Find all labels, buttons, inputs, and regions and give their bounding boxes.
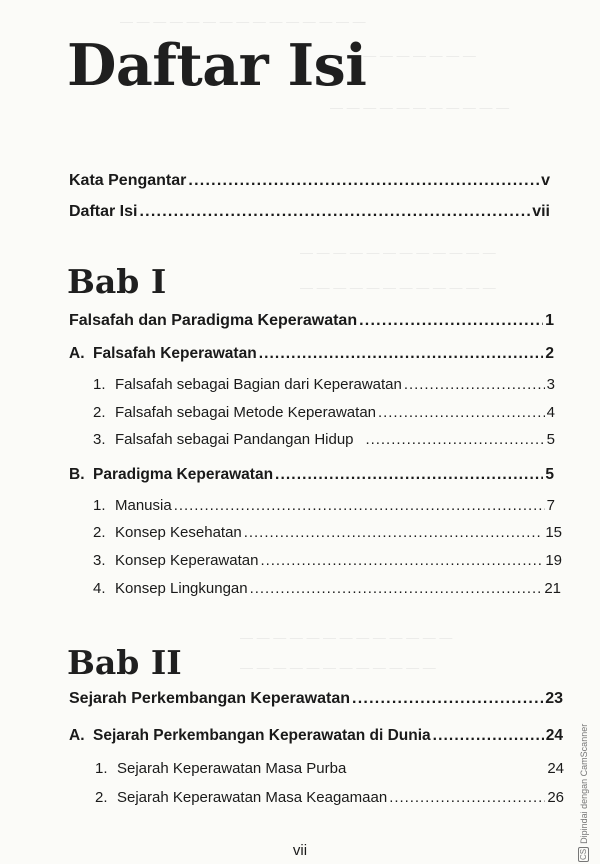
- toc-item-b4[interactable]: [93, 580, 561, 597]
- toc-entry-page: 26: [547, 789, 564, 806]
- toc-item-b2[interactable]: [93, 524, 562, 541]
- toc-entry-page: 1: [545, 312, 554, 329]
- toc-item-2a1[interactable]: [95, 760, 564, 777]
- toc-item-a3[interactable]: [93, 431, 555, 448]
- toc-entry-page: 2: [545, 345, 554, 362]
- toc-entry-kata-pengantar[interactable]: [69, 172, 550, 190]
- toc-entry-label: Konsep Keperawatan: [115, 552, 259, 569]
- chapter-heading-bab-1: Bab I: [67, 262, 167, 301]
- item-number: 2.: [93, 524, 106, 541]
- dot-leader: [244, 524, 544, 541]
- toc-entry-label: Falsafah Keperawatan: [93, 345, 257, 362]
- toc-entry-label: Sejarah Keperawatan Masa Purba: [117, 760, 347, 777]
- item-number: 2.: [93, 404, 106, 421]
- toc-entry-label: Falsafah sebagai Pandangan Hidup: [115, 431, 354, 448]
- toc-entry-label: Falsafah sebagai Metode Keperawatan: [115, 404, 377, 421]
- page-title: Daftar Isi: [67, 32, 367, 99]
- toc-entry-page: 3: [546, 376, 555, 393]
- toc-entry-label: Manusia: [115, 497, 172, 514]
- toc-entry-label: Sejarah Perkembangan Keperawatan: [69, 690, 351, 707]
- dot-leader: [275, 466, 543, 484]
- toc-entry-page: 24: [545, 727, 563, 744]
- dot-leader: [404, 376, 545, 393]
- dot-leader: [366, 431, 545, 448]
- toc-entry-page: 19: [545, 552, 562, 569]
- item-number: 1.: [93, 497, 106, 514]
- toc-section-a[interactable]: [69, 345, 554, 363]
- toc-item-2a2[interactable]: [95, 789, 564, 806]
- toc-entry-label: Falsafah sebagai Bagian dari Keperawatan: [115, 376, 402, 393]
- toc-entry-page: 23: [545, 690, 563, 707]
- dot-leader: [389, 789, 545, 806]
- toc-entry-page: 24: [547, 760, 564, 777]
- dot-leader: [378, 404, 545, 421]
- toc-item-b1[interactable]: [93, 497, 555, 514]
- item-number: 1.: [95, 760, 108, 777]
- toc-entry-label: Falsafah dan Paradigma Keperawatan: [69, 312, 358, 329]
- toc-entry-label: Sejarah Keperawatan Masa Keagamaan: [117, 789, 388, 806]
- toc-section-b[interactable]: [69, 466, 554, 484]
- item-number: 3.: [93, 431, 106, 448]
- dot-leader: [174, 497, 545, 514]
- toc-item-a2[interactable]: [93, 404, 555, 421]
- dot-leader: [139, 203, 530, 221]
- toc-chapter-2[interactable]: [69, 690, 563, 708]
- dot-leader: [250, 580, 543, 597]
- dot-leader: [433, 727, 544, 745]
- toc-entry-label: Paradigma Keperawatan: [93, 466, 274, 483]
- item-number: 4.: [93, 580, 106, 597]
- scanner-text: Dipindai dengan CamScanner: [579, 723, 589, 844]
- toc-entry-label: Konsep Kesehatan: [115, 524, 242, 541]
- toc-entry-page: vii: [532, 203, 550, 220]
- toc-entry-page: v: [541, 172, 550, 189]
- dot-leader: [359, 312, 543, 330]
- item-number: 1.: [93, 376, 106, 393]
- toc-entry-page: 15: [545, 524, 562, 541]
- scanner-watermark: [578, 712, 592, 862]
- section-number: A.: [69, 727, 85, 744]
- section-number: A.: [69, 345, 85, 362]
- toc-entry-page: 7: [546, 497, 555, 514]
- toc-entry-page: 4: [546, 404, 555, 421]
- toc-entry-label: Daftar Isi: [69, 203, 138, 220]
- dot-leader: [188, 172, 539, 190]
- item-number: 3.: [93, 552, 106, 569]
- toc-item-a1[interactable]: [93, 376, 555, 393]
- chapter-heading-bab-2: Bab II: [67, 643, 182, 682]
- dot-leader: [352, 690, 543, 708]
- toc-section-2a[interactable]: [69, 727, 563, 745]
- toc-entry-label: Konsep Lingkungan: [115, 580, 248, 597]
- toc-entry-page: 5: [546, 431, 555, 448]
- section-number: B.: [69, 466, 85, 483]
- camscanner-icon: CS: [579, 848, 588, 860]
- toc-item-b3[interactable]: [93, 552, 562, 569]
- dot-leader: [260, 552, 543, 569]
- page-number: vii: [292, 842, 308, 859]
- dot-leader: [259, 345, 544, 363]
- toc-entry-page: 21: [544, 580, 561, 597]
- toc-entry-label: Sejarah Perkembangan Keperawatan di Dunia: [93, 727, 431, 744]
- item-number: 2.: [95, 789, 108, 806]
- toc-entry-label: Kata Pengantar: [69, 172, 187, 189]
- toc-chapter-1[interactable]: [69, 312, 554, 330]
- toc-entry-page: 5: [545, 466, 554, 483]
- toc-entry-daftar-isi[interactable]: [69, 203, 550, 221]
